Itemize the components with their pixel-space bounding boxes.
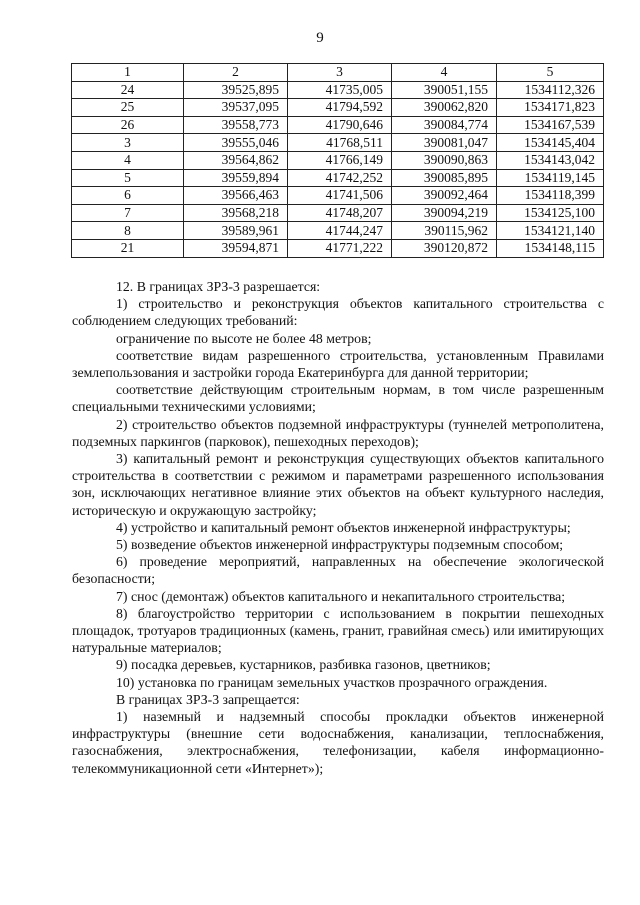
table-cell: 390085,895 xyxy=(392,169,497,187)
table-cell: 41794,592 xyxy=(288,99,392,117)
paragraph: 4) устройство и капитальный ремонт объектов инженерной инфраструктуры; xyxy=(116,519,571,535)
table-cell: 1534118,399 xyxy=(497,187,604,205)
table-cell: 39589,961 xyxy=(184,222,288,240)
column-header: 1 xyxy=(72,64,184,82)
table-cell: 7 xyxy=(72,204,184,222)
table-cell: 41766,149 xyxy=(288,151,392,169)
table-cell: 6 xyxy=(72,187,184,205)
coordinates-table xyxy=(71,63,604,258)
table-row xyxy=(72,222,604,240)
table-cell: 39566,463 xyxy=(184,187,288,205)
table-cell: 41768,511 xyxy=(288,134,392,152)
table-cell: 41748,207 xyxy=(288,204,392,222)
table-cell: 390094,219 xyxy=(392,204,497,222)
table-row xyxy=(72,99,604,117)
table-cell: 24 xyxy=(72,81,184,99)
table-cell: 39537,095 xyxy=(184,99,288,117)
table-row xyxy=(72,116,604,134)
column-header: 2 xyxy=(184,64,288,82)
table-cell: 390120,872 xyxy=(392,239,497,257)
table-cell: 390062,820 xyxy=(392,99,497,117)
table-row xyxy=(72,134,604,152)
table-cell: 41735,005 xyxy=(288,81,392,99)
table-cell: 39559,894 xyxy=(184,169,288,187)
table-cell: 39564,862 xyxy=(184,151,288,169)
column-header: 3 xyxy=(288,64,392,82)
table-cell: 39594,871 xyxy=(184,239,288,257)
page-number: 9 xyxy=(316,30,324,46)
table-cell: 1534143,042 xyxy=(497,151,604,169)
table-cell: 1534145,404 xyxy=(497,134,604,152)
table-header-row xyxy=(72,64,604,82)
table-cell: 1534148,115 xyxy=(497,239,604,257)
column-header: 4 xyxy=(392,64,497,82)
table-row xyxy=(72,204,604,222)
table-cell: 5 xyxy=(72,169,184,187)
table-cell: 1534167,539 xyxy=(497,116,604,134)
table-cell: 8 xyxy=(72,222,184,240)
table-cell: 41742,252 xyxy=(288,169,392,187)
paragraph: соответствие действующим строительным нормам, в том числе разрешенным специальными техническими условиями; xyxy=(72,382,604,415)
paragraph: 1) наземный и надземный способы прокладки объектов инженерной инфраструктуры (внешние сети водоснабжения, канализации, теплоснабжения, газоснабжения, электроснабжения, телефонизации, кабеля информационно-телекоммуникационной сети «Интернет»); xyxy=(72,709,604,776)
table-row xyxy=(72,151,604,169)
table-cell: 41771,222 xyxy=(288,239,392,257)
column-header: 5 xyxy=(497,64,604,82)
table-cell: 4 xyxy=(72,151,184,169)
table-cell: 39525,895 xyxy=(184,81,288,99)
table-cell: 39555,046 xyxy=(184,134,288,152)
paragraph: 2) строительство объектов подземной инфраструктуры (туннелей метрополитена, подземных паркингов (парковок), пешеходных переходов); xyxy=(72,416,604,449)
paragraph: 9) посадка деревьев, кустарников, разбивка газонов, цветников; xyxy=(116,657,491,673)
table-cell: 390090,863 xyxy=(392,151,497,169)
table-cell: 390051,155 xyxy=(392,81,497,99)
paragraph: В границах ЗРЗ-3 запрещается: xyxy=(116,691,300,707)
table-cell: 1534112,326 xyxy=(497,81,604,99)
table-cell: 26 xyxy=(72,116,184,134)
paragraph: 10) установка по границам земельных участков прозрачного ограждения. xyxy=(116,674,548,690)
table-cell: 390115,962 xyxy=(392,222,497,240)
paragraph: 1) строительство и реконструкция объектов капитального строительства с соблюдением следующих требований: xyxy=(72,296,604,329)
table-cell: 1534121,140 xyxy=(497,222,604,240)
table-cell: 41790,646 xyxy=(288,116,392,134)
table-row xyxy=(72,169,604,187)
table-cell: 1534119,145 xyxy=(497,169,604,187)
table-row xyxy=(72,187,604,205)
paragraph: ограничение по высоте не более 48 метров; xyxy=(116,330,372,346)
paragraph: 6) проведение мероприятий, направленных на обеспечение экологической безопасности; xyxy=(72,554,604,587)
table-row xyxy=(72,81,604,99)
table-cell: 390084,774 xyxy=(392,116,497,134)
table-cell: 1534171,823 xyxy=(497,99,604,117)
paragraph: 12. В границах ЗРЗ-3 разрешается: xyxy=(116,279,321,294)
paragraph: 8) благоустройство территории с использованием в покрытии пешеходных площадок, тротуаров традиционных (камень, гранит, гравийная смесь) или имитирующих натуральные материалов; xyxy=(72,605,604,656)
paragraph: 7) снос (демонтаж) объектов капитального и некапитального строительства; xyxy=(116,588,566,604)
paragraph: соответствие видам разрешенного строительства, установленным Правилами землепользования и застройки города Екатеринбурга для данной территории; xyxy=(72,347,604,381)
paragraph: 3) капитальный ремонт и реконструкция существующих объектов капитального строительства в соответствии с режимом и параметрами разрешенного использования зон, исключающих негативное влияние этих объектов на объект культурного наследия, историческую и окружающую застройку; xyxy=(72,451,604,518)
table-row xyxy=(72,239,604,257)
table-cell: 3 xyxy=(72,134,184,152)
table-cell: 39568,218 xyxy=(184,204,288,222)
table-cell: 41741,506 xyxy=(288,187,392,205)
table-cell: 41744,247 xyxy=(288,222,392,240)
table-cell: 21 xyxy=(72,239,184,257)
table-cell: 390081,047 xyxy=(392,134,497,152)
table-cell: 25 xyxy=(72,99,184,117)
table-cell: 1534125,100 xyxy=(497,204,604,222)
document-text xyxy=(72,278,604,777)
table-cell: 39558,773 xyxy=(184,116,288,134)
paragraph: 5) возведение объектов инженерной инфраструктуры подземным способом; xyxy=(116,537,564,553)
table-cell: 390092,464 xyxy=(392,187,497,205)
